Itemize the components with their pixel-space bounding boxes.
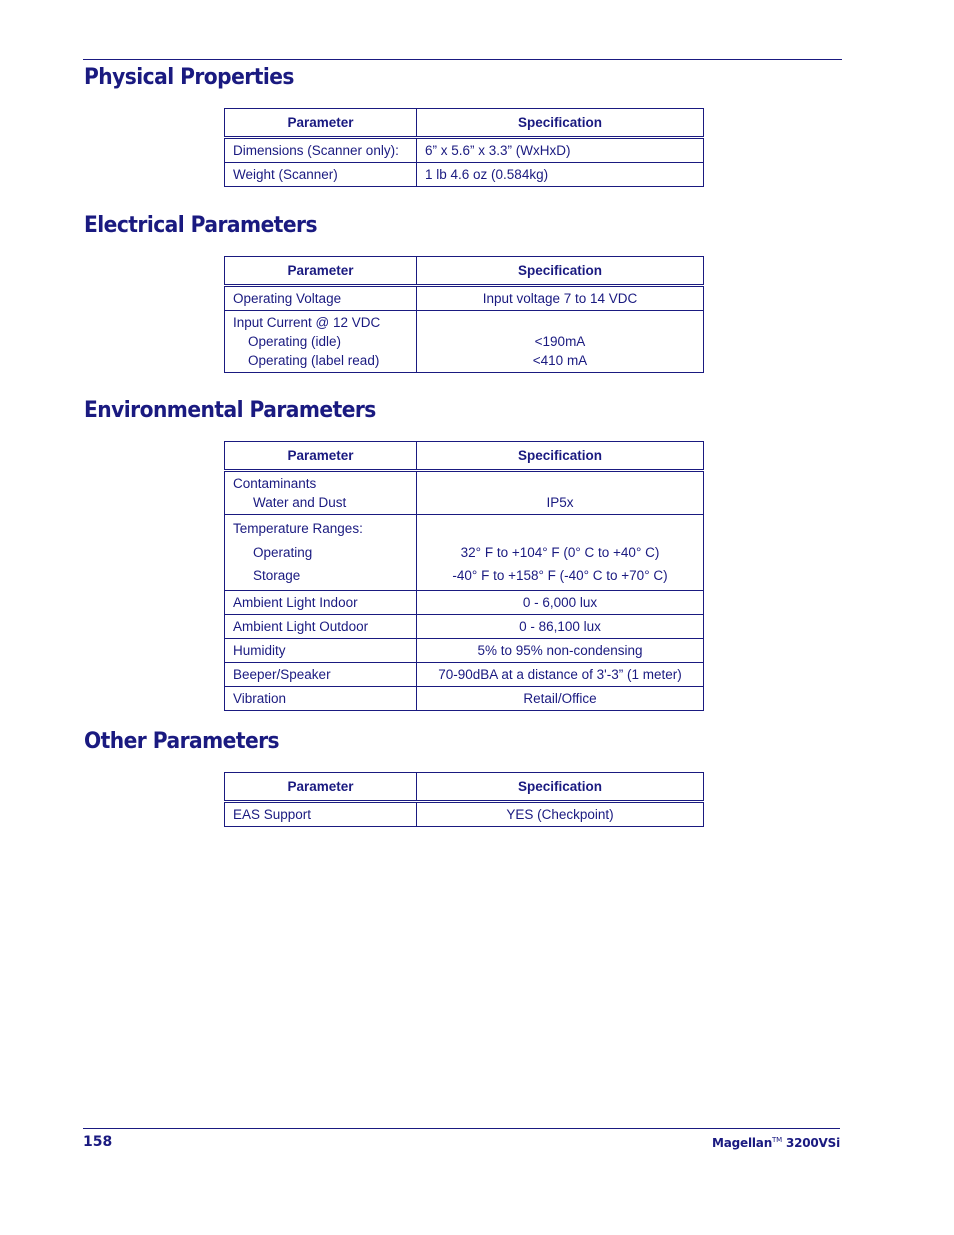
product-name: Magellan: [712, 1136, 773, 1150]
table-header-row: [225, 773, 704, 802]
table-row: [225, 286, 704, 311]
section-title-electrical: Electrical Parameters: [84, 213, 317, 238]
table-row: [225, 590, 704, 614]
param-main: Contaminants: [233, 476, 317, 491]
spec-value: IP5x: [546, 495, 574, 510]
param-cell: [225, 471, 417, 515]
spec-cell: [417, 515, 704, 591]
table-row: [225, 515, 704, 591]
spec-cell: 70-90dBA at a distance of 3'-3” (1 meter): [417, 662, 704, 686]
param-cell: [225, 515, 417, 591]
section-title-other: Other Parameters: [84, 729, 280, 754]
table-row: [225, 471, 704, 515]
footer-product: [712, 1136, 840, 1150]
table-header-row: [225, 257, 704, 286]
top-rule: [83, 59, 842, 60]
param-cell: [225, 311, 417, 373]
table-row: [225, 638, 704, 662]
environmental-parameters-table: [224, 441, 704, 711]
header-parameter: Parameter: [225, 257, 417, 286]
table-row: [225, 614, 704, 638]
header-specification: Specification: [417, 109, 704, 138]
product-model: 3200VSi: [785, 1136, 840, 1150]
param-cell: EAS Support: [225, 802, 417, 827]
physical-properties-table: [224, 108, 704, 187]
section-title-environmental: Environmental Parameters: [84, 398, 376, 423]
table-row: [225, 311, 704, 373]
spec-cell: 0 - 86,100 lux: [417, 614, 704, 638]
bottom-rule: [83, 1128, 840, 1129]
spec-cell: 6” x 5.6” x 3.3” (WxHxD): [417, 138, 704, 163]
param-cell: Ambient Light Outdoor: [225, 614, 417, 638]
param-cell: Weight (Scanner): [225, 163, 417, 187]
header-specification: Specification: [417, 442, 704, 471]
spec-value: -40° F to +158° F (-40° C to +70° C): [452, 568, 668, 583]
header-specification: Specification: [417, 257, 704, 286]
other-parameters-table: [224, 772, 704, 827]
param-sub: Operating (idle): [248, 334, 342, 349]
header-parameter: Parameter: [225, 109, 417, 138]
header-parameter: Parameter: [225, 442, 417, 471]
electrical-parameters-table: [224, 256, 704, 373]
section-title-physical: Physical Properties: [84, 65, 294, 90]
spec-cell: 1 lb 4.6 oz (0.584kg): [417, 163, 704, 187]
trademark: TM: [772, 1136, 782, 1144]
param-sub: Operating: [253, 544, 313, 560]
spec-cell: [417, 471, 704, 515]
param-main: Input Current @ 12 VDC: [233, 315, 381, 330]
spec-cell: Input voltage 7 to 14 VDC: [417, 286, 704, 311]
spec-value: 32° F to +104° F (0° C to +40° C): [460, 544, 660, 560]
param-main: Temperature Ranges:: [233, 521, 363, 536]
table-row: [225, 802, 704, 827]
param-sub: Storage: [253, 568, 301, 583]
table-row: [225, 163, 704, 187]
spec-value: <410 mA: [532, 353, 588, 368]
header-specification: Specification: [417, 773, 704, 802]
spec-cell: YES (Checkpoint): [417, 802, 704, 827]
table-row: [225, 138, 704, 163]
table-header-row: [225, 442, 704, 471]
param-cell: Humidity: [225, 638, 417, 662]
param-cell: Dimensions (Scanner only):: [225, 138, 417, 163]
spec-cell: Retail/Office: [417, 686, 704, 710]
spec-value: <190mA: [534, 334, 586, 349]
spec-cell: [417, 311, 704, 373]
header-parameter: Parameter: [225, 773, 417, 802]
param-cell: Vibration: [225, 686, 417, 710]
page-number: 158: [83, 1134, 113, 1150]
spec-cell: 0 - 6,000 lux: [417, 590, 704, 614]
table-header-row: [225, 109, 704, 138]
param-cell: Beeper/Speaker: [225, 662, 417, 686]
param-cell: Operating Voltage: [225, 286, 417, 311]
spec-cell: 5% to 95% non-condensing: [417, 638, 704, 662]
table-row: [225, 662, 704, 686]
param-sub: Operating (label read): [248, 353, 380, 368]
table-row: [225, 686, 704, 710]
param-sub: Water and Dust: [253, 495, 347, 510]
param-cell: Ambient Light Indoor: [225, 590, 417, 614]
